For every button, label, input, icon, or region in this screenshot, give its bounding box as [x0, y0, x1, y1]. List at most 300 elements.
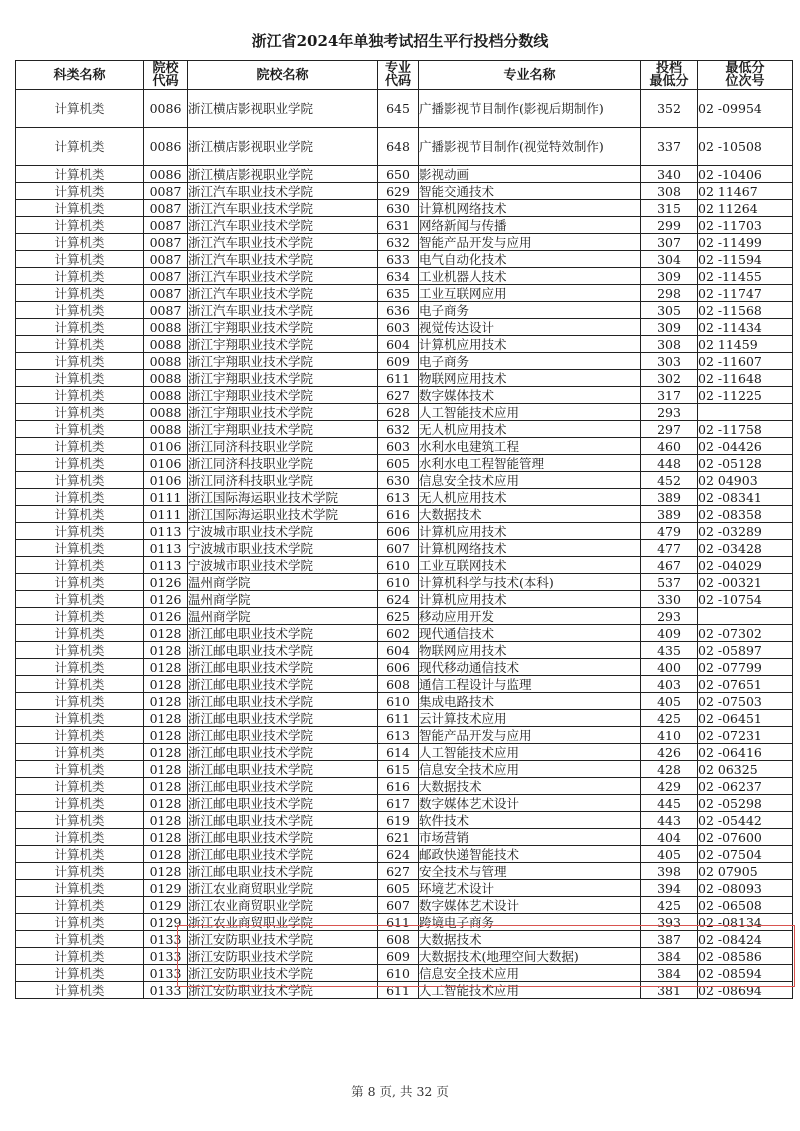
major-code-cell: 616 [378, 506, 419, 523]
major-name-cell: 大数据技术 [419, 778, 641, 795]
table-row [16, 880, 793, 897]
school-name-cell: 浙江汽车职业技术学院 [188, 302, 378, 319]
major-name-cell: 物联网应用技术 [419, 642, 641, 659]
school-name-cell: 浙江邮电职业技术学院 [188, 795, 378, 812]
major-code-cell: 614 [378, 744, 419, 761]
header-school-code: 院校 代码 [144, 61, 188, 90]
major-name-cell: 数字媒体艺术设计 [419, 897, 641, 914]
min-score-cell: 293 [641, 608, 698, 625]
min-rank-cell: 02 -07651 [698, 676, 793, 693]
school-code-cell: 0086 [144, 166, 188, 183]
school-code-cell: 0113 [144, 523, 188, 540]
school-name-cell: 浙江农业商贸职业学院 [188, 880, 378, 897]
major-name-cell: 数字媒体技术 [419, 387, 641, 404]
min-rank-cell: 02 -04029 [698, 557, 793, 574]
min-score-cell: 398 [641, 863, 698, 880]
major-code-cell: 606 [378, 523, 419, 540]
major-name-cell: 电子商务 [419, 302, 641, 319]
major-name-cell: 广播影视节目制作(影视后期制作) [419, 90, 641, 128]
school-code-cell: 0087 [144, 302, 188, 319]
major-name-cell: 工业机器人技术 [419, 268, 641, 285]
min-score-cell: 445 [641, 795, 698, 812]
school-code-cell: 0129 [144, 897, 188, 914]
school-code-cell: 0128 [144, 778, 188, 795]
min-rank-cell: 02 -08586 [698, 948, 793, 965]
school-name-cell: 浙江邮电职业技术学院 [188, 846, 378, 863]
min-rank-cell: 02 -10508 [698, 128, 793, 166]
table-row [16, 285, 793, 302]
category-cell: 计算机类 [16, 336, 144, 353]
min-rank-cell: 02 -07504 [698, 846, 793, 863]
major-name-cell: 计算机应用技术 [419, 523, 641, 540]
major-code-cell: 606 [378, 659, 419, 676]
major-code-cell: 609 [378, 353, 419, 370]
category-cell: 计算机类 [16, 897, 144, 914]
min-score-cell: 393 [641, 914, 698, 931]
school-name-cell: 浙江邮电职业技术学院 [188, 778, 378, 795]
category-cell: 计算机类 [16, 863, 144, 880]
major-code-cell: 621 [378, 829, 419, 846]
school-code-cell: 0128 [144, 846, 188, 863]
min-rank-cell: 02 -07503 [698, 693, 793, 710]
admission-score-table [15, 60, 793, 999]
min-score-cell: 389 [641, 489, 698, 506]
min-score-cell: 425 [641, 710, 698, 727]
table-row [16, 200, 793, 217]
table-row [16, 574, 793, 591]
major-name-cell: 智能产品开发与应用 [419, 727, 641, 744]
min-rank-cell: 02 -05897 [698, 642, 793, 659]
major-code-cell: 629 [378, 183, 419, 200]
table-row [16, 234, 793, 251]
major-code-cell: 633 [378, 251, 419, 268]
min-rank-cell: 02 -07799 [698, 659, 793, 676]
school-code-cell: 0106 [144, 472, 188, 489]
category-cell: 计算机类 [16, 421, 144, 438]
page-number-footer: 第 8 页, 共 32 页 [351, 1084, 449, 1099]
table-row [16, 778, 793, 795]
table-row [16, 693, 793, 710]
major-name-cell: 数字媒体艺术设计 [419, 795, 641, 812]
major-name-cell: 无人机应用技术 [419, 421, 641, 438]
header-min-rank: 最低分 位次号 [698, 61, 793, 90]
category-cell: 计算机类 [16, 523, 144, 540]
major-code-cell: 631 [378, 217, 419, 234]
category-cell: 计算机类 [16, 404, 144, 421]
table-row [16, 268, 793, 285]
category-cell: 计算机类 [16, 812, 144, 829]
major-name-cell: 水利水电工程智能管理 [419, 455, 641, 472]
major-name-cell: 工业互联网应用 [419, 285, 641, 302]
category-cell: 计算机类 [16, 659, 144, 676]
min-rank-cell: 02 -08424 [698, 931, 793, 948]
school-name-cell: 浙江邮电职业技术学院 [188, 761, 378, 778]
school-code-cell: 0133 [144, 965, 188, 982]
table-row [16, 676, 793, 693]
min-score-cell: 384 [641, 948, 698, 965]
school-name-cell: 浙江邮电职业技术学院 [188, 625, 378, 642]
table-row [16, 489, 793, 506]
table-row [16, 931, 793, 948]
school-name-cell: 浙江宇翔职业技术学院 [188, 336, 378, 353]
school-name-cell: 浙江同济科技职业学院 [188, 472, 378, 489]
school-name-cell: 浙江邮电职业技术学院 [188, 744, 378, 761]
school-code-cell: 0128 [144, 693, 188, 710]
table-row [16, 982, 793, 999]
min-rank-cell: 02 06325 [698, 761, 793, 778]
min-rank-cell: 02 -09954 [698, 90, 793, 128]
school-name-cell: 温州商学院 [188, 591, 378, 608]
table-row [16, 128, 793, 166]
min-score-cell: 384 [641, 965, 698, 982]
school-name-cell: 浙江汽车职业技术学院 [188, 251, 378, 268]
table-row [16, 795, 793, 812]
school-code-cell: 0087 [144, 183, 188, 200]
school-code-cell: 0087 [144, 200, 188, 217]
school-name-cell: 温州商学院 [188, 608, 378, 625]
school-code-cell: 0087 [144, 234, 188, 251]
min-rank-cell: 02 -07302 [698, 625, 793, 642]
table-row [16, 625, 793, 642]
category-cell: 计算机类 [16, 217, 144, 234]
school-code-cell: 0113 [144, 540, 188, 557]
school-code-cell: 0086 [144, 90, 188, 128]
major-name-cell: 现代移动通信技术 [419, 659, 641, 676]
school-name-cell: 浙江汽车职业技术学院 [188, 285, 378, 302]
school-name-cell: 浙江邮电职业技术学院 [188, 812, 378, 829]
school-name-cell: 浙江汽车职业技术学院 [188, 200, 378, 217]
min-score-cell: 405 [641, 693, 698, 710]
min-score-cell: 404 [641, 829, 698, 846]
min-rank-cell: 02 -06416 [698, 744, 793, 761]
min-score-cell: 435 [641, 642, 698, 659]
min-score-cell: 537 [641, 574, 698, 591]
category-cell: 计算机类 [16, 200, 144, 217]
major-code-cell: 611 [378, 982, 419, 999]
school-name-cell: 浙江农业商贸职业学院 [188, 897, 378, 914]
major-name-cell: 人工智能技术应用 [419, 404, 641, 421]
major-name-cell: 电气自动化技术 [419, 251, 641, 268]
min-score-cell: 303 [641, 353, 698, 370]
school-code-cell: 0088 [144, 421, 188, 438]
school-code-cell: 0126 [144, 591, 188, 608]
category-cell: 计算机类 [16, 948, 144, 965]
major-name-cell: 物联网应用技术 [419, 370, 641, 387]
major-code-cell: 624 [378, 591, 419, 608]
header-min-score: 投档 最低分 [641, 61, 698, 90]
category-cell: 计算机类 [16, 744, 144, 761]
min-score-cell: 381 [641, 982, 698, 999]
major-code-cell: 610 [378, 557, 419, 574]
min-rank-cell: 02 -06451 [698, 710, 793, 727]
table-row [16, 659, 793, 676]
school-name-cell: 浙江邮电职业技术学院 [188, 829, 378, 846]
min-rank-cell: 02 -11499 [698, 234, 793, 251]
table-row [16, 608, 793, 625]
major-name-cell: 云计算技术应用 [419, 710, 641, 727]
school-name-cell: 浙江宇翔职业技术学院 [188, 404, 378, 421]
table-row [16, 455, 793, 472]
major-code-cell: 619 [378, 812, 419, 829]
min-score-cell: 337 [641, 128, 698, 166]
min-score-cell: 400 [641, 659, 698, 676]
min-score-cell: 428 [641, 761, 698, 778]
school-code-cell: 0128 [144, 744, 188, 761]
major-name-cell: 计算机应用技术 [419, 591, 641, 608]
min-rank-cell: 02 -08694 [698, 982, 793, 999]
table-body [16, 90, 793, 999]
table-row [16, 353, 793, 370]
school-code-cell: 0133 [144, 982, 188, 999]
min-rank-cell: 02 -07231 [698, 727, 793, 744]
min-score-cell: 299 [641, 217, 698, 234]
major-code-cell: 610 [378, 965, 419, 982]
school-name-cell: 浙江汽车职业技术学院 [188, 234, 378, 251]
school-name-cell: 浙江同济科技职业学院 [188, 455, 378, 472]
school-name-cell: 浙江汽车职业技术学院 [188, 268, 378, 285]
school-name-cell: 浙江宇翔职业技术学院 [188, 421, 378, 438]
table-row [16, 710, 793, 727]
min-score-cell: 305 [641, 302, 698, 319]
category-cell: 计算机类 [16, 557, 144, 574]
table-row [16, 90, 793, 128]
major-name-cell: 邮政快递智能技术 [419, 846, 641, 863]
category-cell: 计算机类 [16, 591, 144, 608]
school-code-cell: 0128 [144, 812, 188, 829]
table-row [16, 948, 793, 965]
category-cell: 计算机类 [16, 319, 144, 336]
table-row [16, 319, 793, 336]
min-rank-cell: 02 07905 [698, 863, 793, 880]
table-row [16, 183, 793, 200]
school-code-cell: 0087 [144, 268, 188, 285]
major-code-cell: 605 [378, 880, 419, 897]
category-cell: 计算机类 [16, 880, 144, 897]
school-name-cell: 浙江邮电职业技术学院 [188, 693, 378, 710]
min-rank-cell: 02 -07600 [698, 829, 793, 846]
school-name-cell: 浙江邮电职业技术学院 [188, 710, 378, 727]
category-cell: 计算机类 [16, 302, 144, 319]
school-code-cell: 0133 [144, 948, 188, 965]
major-code-cell: 632 [378, 421, 419, 438]
min-rank-cell: 02 -11703 [698, 217, 793, 234]
category-cell: 计算机类 [16, 353, 144, 370]
category-cell: 计算机类 [16, 90, 144, 128]
school-code-cell: 0128 [144, 829, 188, 846]
category-cell: 计算机类 [16, 540, 144, 557]
major-code-cell: 611 [378, 370, 419, 387]
major-code-cell: 608 [378, 931, 419, 948]
table-row [16, 421, 793, 438]
major-code-cell: 602 [378, 625, 419, 642]
major-code-cell: 625 [378, 608, 419, 625]
school-name-cell: 浙江横店影视职业学院 [188, 166, 378, 183]
min-score-cell: 429 [641, 778, 698, 795]
school-name-cell: 浙江汽车职业技术学院 [188, 183, 378, 200]
major-name-cell: 智能产品开发与应用 [419, 234, 641, 251]
major-code-cell: 610 [378, 574, 419, 591]
school-name-cell: 浙江横店影视职业学院 [188, 128, 378, 166]
school-code-cell: 0133 [144, 931, 188, 948]
category-cell: 计算机类 [16, 931, 144, 948]
major-code-cell: 624 [378, 846, 419, 863]
table-row [16, 302, 793, 319]
category-cell: 计算机类 [16, 268, 144, 285]
school-name-cell: 浙江邮电职业技术学院 [188, 642, 378, 659]
category-cell: 计算机类 [16, 472, 144, 489]
category-cell: 计算机类 [16, 608, 144, 625]
min-score-cell: 309 [641, 268, 698, 285]
min-score-cell: 315 [641, 200, 698, 217]
document-title: 浙江省2024年单独考试招生平行投档分数线 [251, 32, 549, 50]
header-school-name: 院校名称 [188, 61, 378, 90]
school-name-cell: 温州商学院 [188, 574, 378, 591]
school-code-cell: 0088 [144, 370, 188, 387]
min-rank-cell: 02 -08134 [698, 914, 793, 931]
category-cell: 计算机类 [16, 982, 144, 999]
min-score-cell: 477 [641, 540, 698, 557]
min-score-cell: 298 [641, 285, 698, 302]
major-name-cell: 现代通信技术 [419, 625, 641, 642]
min-score-cell: 425 [641, 897, 698, 914]
min-rank-cell: 02 11459 [698, 336, 793, 353]
major-code-cell: 634 [378, 268, 419, 285]
min-rank-cell: 02 -05442 [698, 812, 793, 829]
major-name-cell: 跨境电子商务 [419, 914, 641, 931]
school-code-cell: 0087 [144, 251, 188, 268]
table-row [16, 438, 793, 455]
school-name-cell: 浙江国际海运职业技术学院 [188, 506, 378, 523]
major-code-cell: 648 [378, 128, 419, 166]
major-code-cell: 604 [378, 642, 419, 659]
major-code-cell: 605 [378, 455, 419, 472]
major-name-cell: 影视动画 [419, 166, 641, 183]
min-rank-cell: 02 -05128 [698, 455, 793, 472]
major-code-cell: 611 [378, 710, 419, 727]
school-name-cell: 浙江安防职业技术学院 [188, 965, 378, 982]
major-name-cell: 大数据技术(地理空间大数据) [419, 948, 641, 965]
major-code-cell: 608 [378, 676, 419, 693]
major-name-cell: 水利水电建筑工程 [419, 438, 641, 455]
school-name-cell: 浙江宇翔职业技术学院 [188, 370, 378, 387]
major-code-cell: 611 [378, 914, 419, 931]
category-cell: 计算机类 [16, 846, 144, 863]
min-score-cell: 330 [641, 591, 698, 608]
table-row [16, 642, 793, 659]
category-cell: 计算机类 [16, 574, 144, 591]
school-name-cell: 浙江邮电职业技术学院 [188, 727, 378, 744]
school-code-cell: 0087 [144, 285, 188, 302]
table-row [16, 965, 793, 982]
header-major-name: 专业名称 [419, 61, 641, 90]
school-code-cell: 0129 [144, 914, 188, 931]
category-cell: 计算机类 [16, 455, 144, 472]
school-name-cell: 浙江安防职业技术学院 [188, 931, 378, 948]
school-code-cell: 0126 [144, 574, 188, 591]
category-cell: 计算机类 [16, 489, 144, 506]
table-row [16, 863, 793, 880]
major-code-cell: 616 [378, 778, 419, 795]
major-name-cell: 移动应用开发 [419, 608, 641, 625]
major-code-cell: 645 [378, 90, 419, 128]
min-rank-cell: 02 -11758 [698, 421, 793, 438]
school-code-cell: 0106 [144, 438, 188, 455]
major-name-cell: 计算机网络技术 [419, 200, 641, 217]
major-code-cell: 613 [378, 727, 419, 744]
category-cell: 计算机类 [16, 625, 144, 642]
min-rank-cell: 02 -11434 [698, 319, 793, 336]
school-code-cell: 0086 [144, 128, 188, 166]
header-major-code: 专业 代码 [378, 61, 419, 90]
school-name-cell: 浙江邮电职业技术学院 [188, 659, 378, 676]
major-name-cell: 大数据技术 [419, 931, 641, 948]
school-name-cell: 浙江汽车职业技术学院 [188, 217, 378, 234]
school-name-cell: 浙江横店影视职业学院 [188, 90, 378, 128]
school-code-cell: 0126 [144, 608, 188, 625]
school-code-cell: 0128 [144, 710, 188, 727]
min-score-cell: 448 [641, 455, 698, 472]
major-code-cell: 627 [378, 387, 419, 404]
school-name-cell: 浙江安防职业技术学院 [188, 948, 378, 965]
min-rank-cell: 02 -03289 [698, 523, 793, 540]
school-name-cell: 浙江宇翔职业技术学院 [188, 353, 378, 370]
table-row [16, 370, 793, 387]
school-code-cell: 0088 [144, 319, 188, 336]
major-code-cell: 613 [378, 489, 419, 506]
min-rank-cell: 02 -10406 [698, 166, 793, 183]
min-rank-cell: 02 -10754 [698, 591, 793, 608]
major-name-cell: 通信工程设计与监理 [419, 676, 641, 693]
table-row [16, 557, 793, 574]
school-name-cell: 宁波城市职业技术学院 [188, 540, 378, 557]
school-name-cell: 浙江宇翔职业技术学院 [188, 387, 378, 404]
major-code-cell: 617 [378, 795, 419, 812]
school-code-cell: 0128 [144, 676, 188, 693]
major-code-cell: 607 [378, 897, 419, 914]
category-cell: 计算机类 [16, 234, 144, 251]
category-cell: 计算机类 [16, 778, 144, 795]
major-code-cell: 603 [378, 438, 419, 455]
school-code-cell: 0088 [144, 387, 188, 404]
school-code-cell: 0111 [144, 506, 188, 523]
major-name-cell: 视觉传达设计 [419, 319, 641, 336]
category-cell: 计算机类 [16, 829, 144, 846]
category-cell: 计算机类 [16, 285, 144, 302]
min-score-cell: 405 [641, 846, 698, 863]
min-rank-cell: 02 -11648 [698, 370, 793, 387]
major-name-cell: 大数据技术 [419, 506, 641, 523]
major-code-cell: 632 [378, 234, 419, 251]
min-rank-cell: 02 11264 [698, 200, 793, 217]
major-name-cell: 市场营销 [419, 829, 641, 846]
table-row [16, 217, 793, 234]
category-cell: 计算机类 [16, 387, 144, 404]
school-code-cell: 0128 [144, 659, 188, 676]
school-code-cell: 0128 [144, 795, 188, 812]
school-code-cell: 0128 [144, 761, 188, 778]
min-rank-cell: 02 -08358 [698, 506, 793, 523]
table-row [16, 336, 793, 353]
min-rank-cell: 02 11467 [698, 183, 793, 200]
min-rank-cell: 02 -08594 [698, 965, 793, 982]
min-score-cell: 403 [641, 676, 698, 693]
major-code-cell: 604 [378, 336, 419, 353]
school-name-cell: 浙江邮电职业技术学院 [188, 676, 378, 693]
min-rank-cell: 02 -03428 [698, 540, 793, 557]
table-row [16, 812, 793, 829]
min-rank-cell: 02 -08093 [698, 880, 793, 897]
table-row [16, 846, 793, 863]
